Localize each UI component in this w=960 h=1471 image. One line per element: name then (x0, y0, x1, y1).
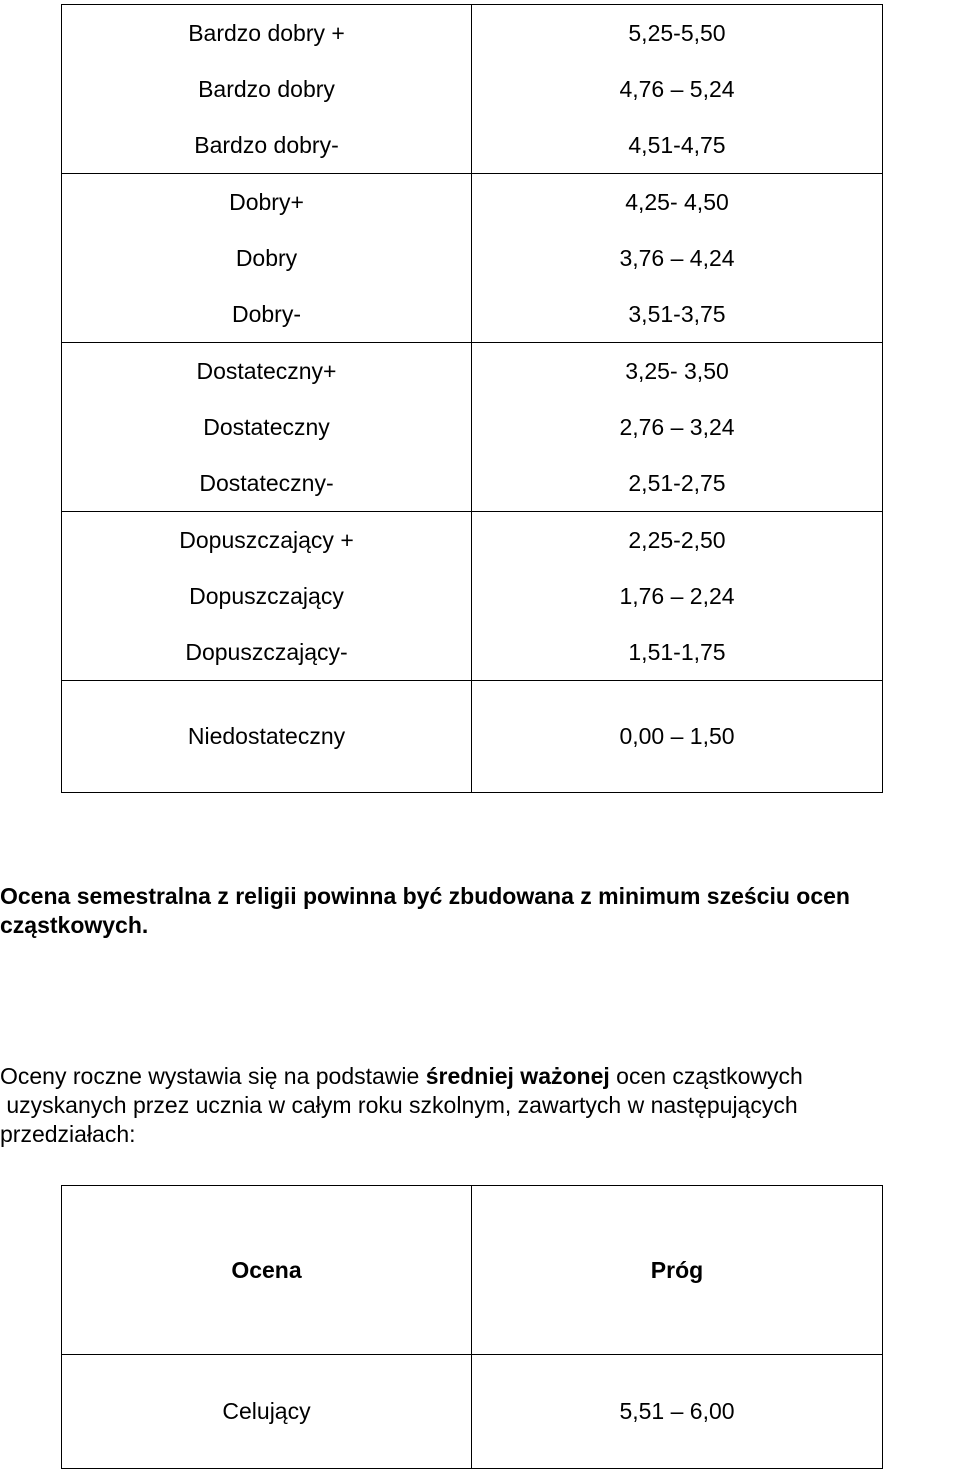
table-row (62, 174, 883, 343)
range-value: 3,25- 3,50 (625, 358, 729, 384)
range-value: 4,51-4,75 (628, 132, 726, 158)
grade-cell (62, 343, 472, 512)
grade-label: Dopuszczający- (185, 639, 348, 665)
grade-cell (62, 512, 472, 681)
table-row (62, 681, 883, 793)
annual-note (0, 1062, 960, 1149)
range-value: 1,76 – 2,24 (619, 583, 735, 609)
annual-note-emphasis: średniej ważonej (425, 1063, 610, 1089)
grade-label: Bardzo dobry (198, 76, 335, 102)
grade-cell (62, 5, 472, 174)
grade-label: Dobry (235, 245, 298, 271)
table-row (62, 1355, 883, 1469)
grade-label: Dopuszczający (189, 583, 344, 609)
annual-note-text: Oceny roczne wystawia się na podstawie (0, 1063, 426, 1089)
annual-note-line-3: przedziałach: (0, 1121, 136, 1147)
semester-grade-table (61, 4, 883, 793)
range-cell (472, 512, 883, 681)
annual-note-text: ocen cząstkowych (609, 1063, 803, 1089)
range-cell: 0,00 – 1,50 (472, 681, 883, 793)
grade-cell: Celujący (62, 1355, 472, 1469)
range-cell (472, 174, 883, 343)
grade-label: Dobry- (231, 301, 301, 327)
range-cell: 5,51 – 6,00 (472, 1355, 883, 1469)
table-header-row (62, 1186, 883, 1355)
grade-label: Dostateczny (203, 414, 330, 440)
range-value: 1,51-1,75 (628, 639, 726, 665)
range-value: 2,25-2,50 (628, 527, 726, 553)
annual-note-line-2: uzyskanych przez ucznia w całym roku szkolnym, zawartych w następujących (0, 1092, 798, 1118)
semester-note: Ocena semestralna z religii powinna być zbudowana z minimum sześciu ocen cząstkowych. (0, 883, 850, 938)
range-value: 4,76 – 5,24 (619, 76, 735, 102)
range-value: 5,25-5,50 (628, 20, 726, 46)
range-cell (472, 5, 883, 174)
table-row (62, 512, 883, 681)
range-value: 4,25- 4,50 (625, 189, 729, 215)
grade-cell (62, 174, 472, 343)
table-row (62, 5, 883, 174)
grade-label: Dostateczny+ (196, 358, 337, 384)
grade-cell: Niedostateczny (62, 681, 472, 793)
annual-grade-table (61, 1185, 883, 1469)
column-header-threshold: Próg (472, 1186, 883, 1355)
grade-label: Bardzo dobry + (188, 20, 345, 46)
grade-label: Dobry+ (229, 189, 304, 215)
grade-label: Dostateczny- (199, 470, 334, 496)
grade-label: Bardzo dobry- (194, 132, 339, 158)
range-cell (472, 343, 883, 512)
range-value: 3,51-3,75 (628, 301, 726, 327)
column-header-grade: Ocena (62, 1186, 472, 1355)
grade-label: Dopuszczający + (179, 527, 354, 553)
range-value: 3,76 – 4,24 (619, 245, 735, 271)
table-row (62, 343, 883, 512)
range-value: 2,76 – 3,24 (619, 414, 735, 440)
range-value: 2,51-2,75 (628, 470, 726, 496)
annual-note-line-1 (0, 1062, 960, 1091)
